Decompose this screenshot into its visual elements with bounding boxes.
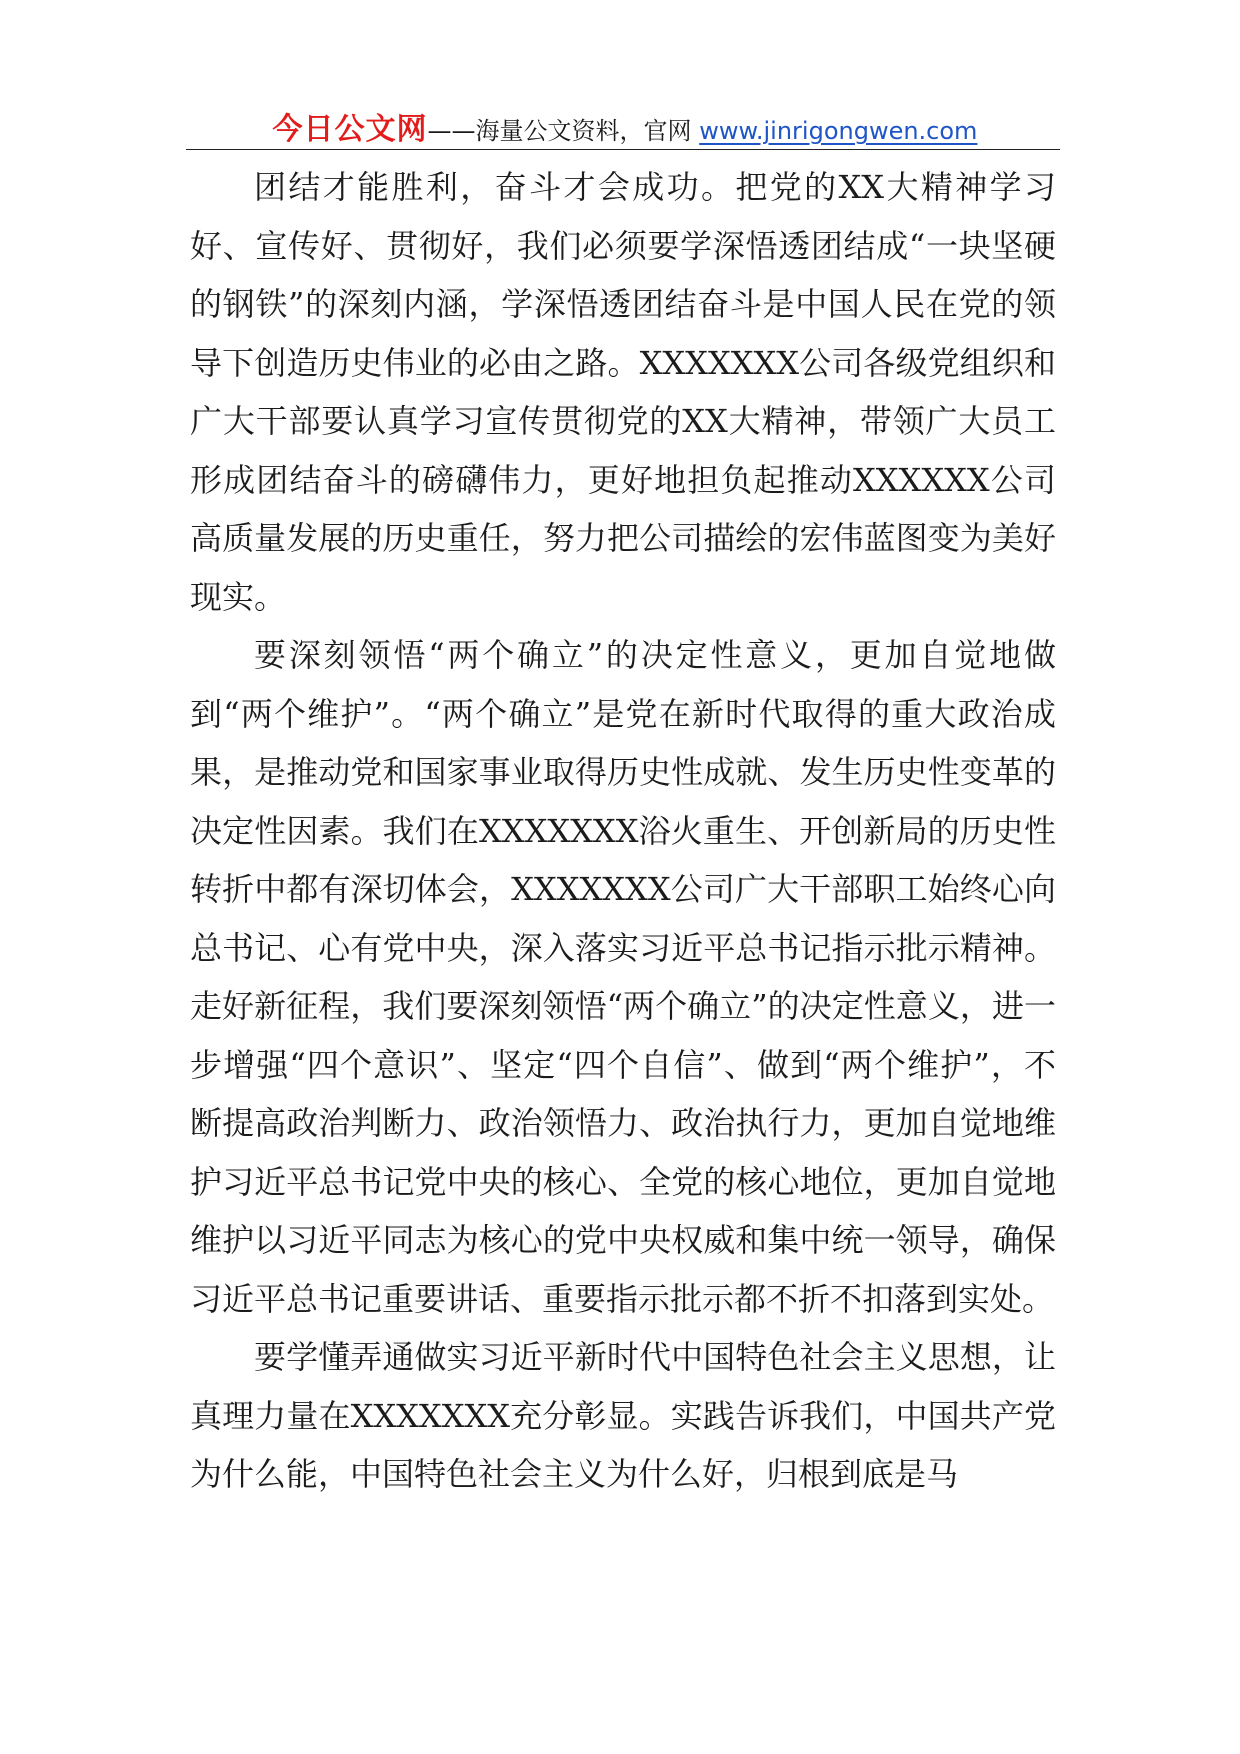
page-header bbox=[190, 104, 1060, 150]
paragraph-2: 要深刻领悟“两个确立”的决定性意义，更加自觉地做到“两个维护”。“两个确立”是党在新时代取得的重大政治成果，是推动党和国家事业取得历史性成就、发生历史性变革的决定性因素。我们在XXXXXXX浴火重生、开创新局的历史性转折中都有深切体会，XXXXXXX公司广大干部职工始终心向总书记、心有党中央，深入落实习近平总书记指示批示精神。走好新征程，我们要深刻领悟“两个确立”的决定性意义，进一步增强“四个意识”、坚定“四个自信”、做到“两个维护”，不断提高政治判断力、政治领悟力、政治执行力，更加自觉地维护习近平总书记党中央的核心、全党的核心地位，更加自觉地维护以习近平同志为核心的党中央权威和集中统一领导，确保习近平总书记重要讲话、重要指示批示都不折不扣落到实处。 bbox=[190, 636, 1056, 1318]
site-brand: 今日公文网 bbox=[272, 112, 428, 147]
website-link[interactable]: www.jinrigongwen.com bbox=[699, 117, 978, 145]
paragraph-1: 团结才能胜利，奋斗才会成功。把党的XX大精神学习好、宣传好、贯彻好，我们必须要学深悟透团结成“一块坚硬的钢铁”的深刻内涵，学深悟透团结奋斗是中国人民在党的领导下创造历史伟业的必由之路。XXXXXXX公司各级党组织和广大干部要认真学习宣传贯彻党的XX大精神，带领广大员工形成团结奋斗的磅礴伟力，更好地担负起推动XXXXXX公司高质量发展的历史重任，努力把公司描绘的宏伟蓝图变为美好现实。 bbox=[190, 168, 1056, 616]
header-divider bbox=[186, 149, 1060, 150]
header-tagline: ——海量公文资料，官网 bbox=[427, 117, 700, 145]
document-body bbox=[190, 158, 1056, 1504]
paragraph-3: 要学懂弄通做实习近平新时代中国特色社会主义思想，让真理力量在XXXXXXX充分彰显。实践告诉我们，中国共产党为什么能，中国特色社会主义为什么好，归根到底是马 bbox=[190, 1338, 1056, 1493]
